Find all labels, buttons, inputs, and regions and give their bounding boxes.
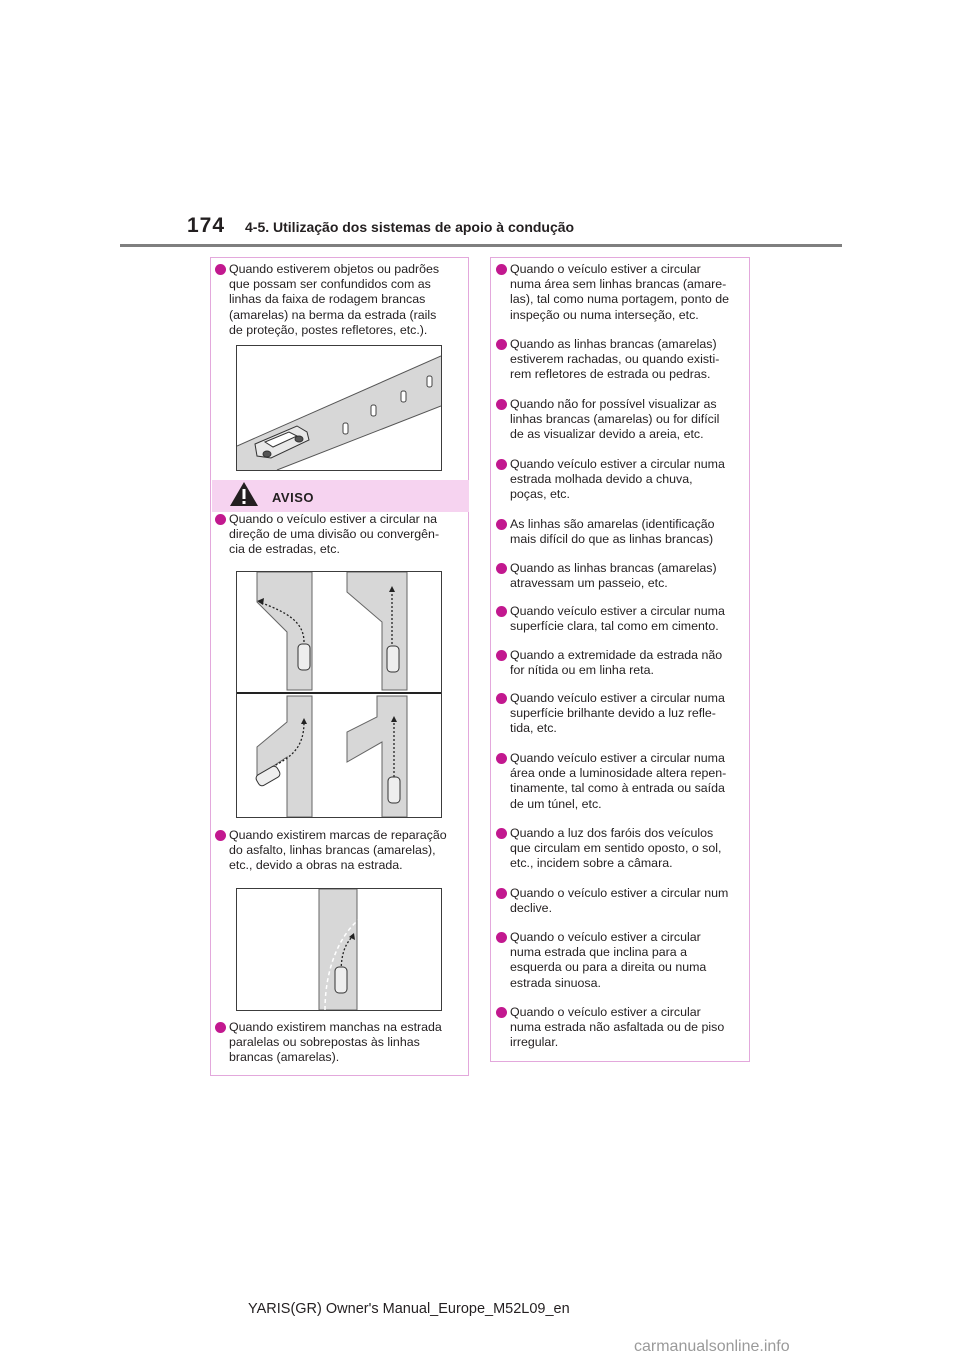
bullet-text: Quando não for possível visualizar as linhas brancas (amarelas) ou for difícil de as visualizar devido a areia, etc. xyxy=(510,397,720,442)
figure-guardrail-svg xyxy=(237,346,441,470)
bullet-icon xyxy=(496,399,507,410)
bullet-text: Quando veículo estiver a circular numa estrada molhada devido a chuva, poças, etc. xyxy=(510,457,725,502)
bullet-icon xyxy=(496,563,507,574)
bullet-text: Quando veículo estiver a circular numa área onde a luminosidade altera repen- tinamente, tal como à entrada ou saída de um túnel, etc. xyxy=(510,751,727,811)
bullet-item xyxy=(493,751,749,812)
bullet-item xyxy=(493,262,749,323)
bullet-item xyxy=(493,826,749,872)
bullet-item xyxy=(212,828,467,874)
bullet-text: Quando as linhas brancas (amarelas) atravessam um passeio, etc. xyxy=(510,561,717,591)
bullet-item xyxy=(493,517,749,547)
bullet-icon xyxy=(496,828,507,839)
bullet-text: As linhas são amarelas (identificação mais difícil do que as linhas brancas) xyxy=(510,517,715,547)
bullet-item xyxy=(212,262,467,338)
figure-repair-svg xyxy=(237,889,441,1010)
warning-label: AVISO xyxy=(272,490,314,505)
bullet-icon xyxy=(215,264,226,275)
bullet-icon xyxy=(496,753,507,764)
bullet-icon xyxy=(215,1022,226,1033)
bullet-icon xyxy=(496,606,507,617)
bullet-text: Quando o veículo estiver a circular numa estrada que inclina para a esquerda ou para a direita ou numa estrada sinuosa. xyxy=(510,930,707,990)
bullet-item xyxy=(493,397,749,443)
car-icon xyxy=(388,777,400,803)
bullet-item xyxy=(493,648,749,678)
bullet-text: Quando veículo estiver a circular numa superfície clara, tal como em cimento. xyxy=(510,604,725,634)
bullet-text: Quando a luz dos faróis dos veículos que circulam em sentido oposto, o sol, etc., incidem sobre a câmara. xyxy=(510,826,722,871)
bullet-text: Quando o veículo estiver a circular na direção de uma divisão ou convergên- cia de estradas, etc. xyxy=(229,512,440,557)
bullet-item xyxy=(493,691,749,737)
bullet-item xyxy=(493,604,749,634)
bullet-icon xyxy=(496,693,507,704)
reflector-post xyxy=(343,423,348,434)
bullet-item xyxy=(493,457,749,503)
footer-manual-id: YARIS(GR) Owner's Manual_Europe_M52L09_en xyxy=(248,1301,570,1317)
bullet-item xyxy=(493,337,749,383)
figure-road-division xyxy=(236,571,442,818)
bullet-text: Quando existirem manchas na estrada paralelas ou sobrepostas às linhas brancas (amarelas). xyxy=(229,1020,442,1065)
bullet-text: Quando o veículo estiver a circular numa área sem linhas brancas (amare- las), tal como numa portagem, ponto de inspeção ou numa interseção, etc. xyxy=(510,262,730,322)
figure-repair-marks xyxy=(236,888,442,1011)
car-icon xyxy=(298,644,310,670)
bullet-icon xyxy=(496,888,507,899)
header-divider xyxy=(120,244,842,247)
bullet-icon xyxy=(215,514,226,525)
bullet-icon xyxy=(496,264,507,275)
bullet-text: Quando existirem marcas de reparação do asfalto, linhas brancas (amarelas), etc., devido a obras na estrada. xyxy=(229,828,447,873)
bullet-text: Quando o veículo estiver a circular numa estrada não asfaltada ou de piso irregular. xyxy=(510,1005,725,1050)
warning-icon xyxy=(229,481,259,507)
bullet-icon xyxy=(496,519,507,530)
bullet-icon xyxy=(496,339,507,350)
bullet-text: Quando estiverem objetos ou padrões que possam ser confundidos com as linhas da faixa de rodagem brancas (amarelas) na berma da estrada (rails de proteção, postes refletores, etc.). xyxy=(229,262,440,337)
reflector-post xyxy=(371,405,376,416)
bullet-text: Quando a extremidade da estrada não for nítida ou em linha reta. xyxy=(510,648,723,678)
car-icon xyxy=(335,967,347,993)
bullet-item xyxy=(493,1005,749,1051)
bullet-item xyxy=(493,886,749,916)
bullet-icon xyxy=(496,459,507,470)
reflector-post xyxy=(401,391,406,402)
bullet-item xyxy=(212,1020,467,1066)
car-icon xyxy=(387,646,399,672)
page-number: 174 xyxy=(187,214,226,237)
reflector-post xyxy=(427,376,432,387)
section-title: 4-5. Utilização dos sistemas de apoio à condução xyxy=(245,219,575,235)
bullet-icon xyxy=(496,932,507,943)
bullet-item xyxy=(493,930,749,991)
bullet-item xyxy=(493,561,749,591)
figure-division-svg xyxy=(237,572,441,817)
bullet-text: Quando as linhas brancas (amarelas) estiverem rachadas, ou quando existi- rem refletores de estrada ou pedras. xyxy=(510,337,720,382)
bullet-text: Quando o veículo estiver a circular num declive. xyxy=(510,886,729,916)
watermark: carmanualsonline.info xyxy=(634,1338,790,1355)
bullet-icon xyxy=(215,830,226,841)
bullet-item xyxy=(212,512,467,558)
bullet-icon xyxy=(496,1007,507,1018)
bullet-text: Quando veículo estiver a circular numa superfície brilhante devido a luz refle- tida, etc. xyxy=(510,691,725,736)
figure-guardrail-posts xyxy=(236,345,442,471)
bullet-icon xyxy=(496,650,507,661)
